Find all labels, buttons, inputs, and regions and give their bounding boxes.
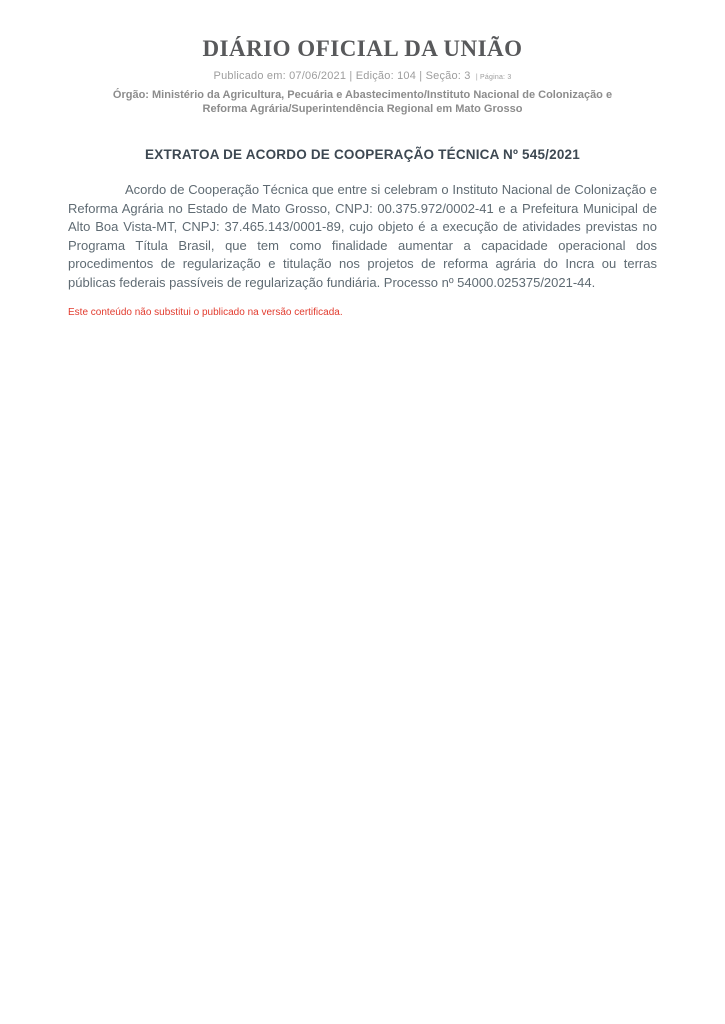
certification-disclaimer: Este conteúdo não substitui o publicado na versão certificada. (68, 306, 343, 318)
article-heading: EXTRATOA DE ACORDO DE COOPERAÇÃO TÉCNICA Nº 545/2021 (145, 147, 580, 162)
article (0, 147, 725, 318)
organ-line: Órgão: Ministério da Agricultura, Pecuária e Abastecimento/Instituto Nacional de Colonização e Reforma Agrária/Superintendência Regional em Mato Grosso (112, 89, 613, 115)
gazette-title: DIÁRIO OFICIAL DA UNIÃO (202, 36, 523, 61)
article-body: Acordo de Cooperação Técnica que entre si celebram o Instituto Nacional de Colonização e Reforma Agrária no Estado de Mato Grosso, CNPJ: 00.375.972/0002-41 e a Prefeitura Municipal de Alto Boa Vista-MT, CNPJ: 37.465.143/0001-89, cujo objeto é a execução de atividades previstas no Programa Títula Brasil, que tem como finalidade aumentar a capacidade operacional dos procedimentos de regularização e titulação nos projetos de reforma agrária do Incra ou terras públicas federais passíveis de regularização fundiária. Processo nº 54000.025375/2021-44. (68, 182, 657, 290)
publication-page-note: | Página: 3 (475, 74, 512, 81)
masthead (0, 0, 725, 116)
publication-meta (0, 70, 725, 82)
publication-meta-main: Publicado em: 07/06/2021 | Edição: 104 | Seção: 3 (213, 70, 471, 82)
